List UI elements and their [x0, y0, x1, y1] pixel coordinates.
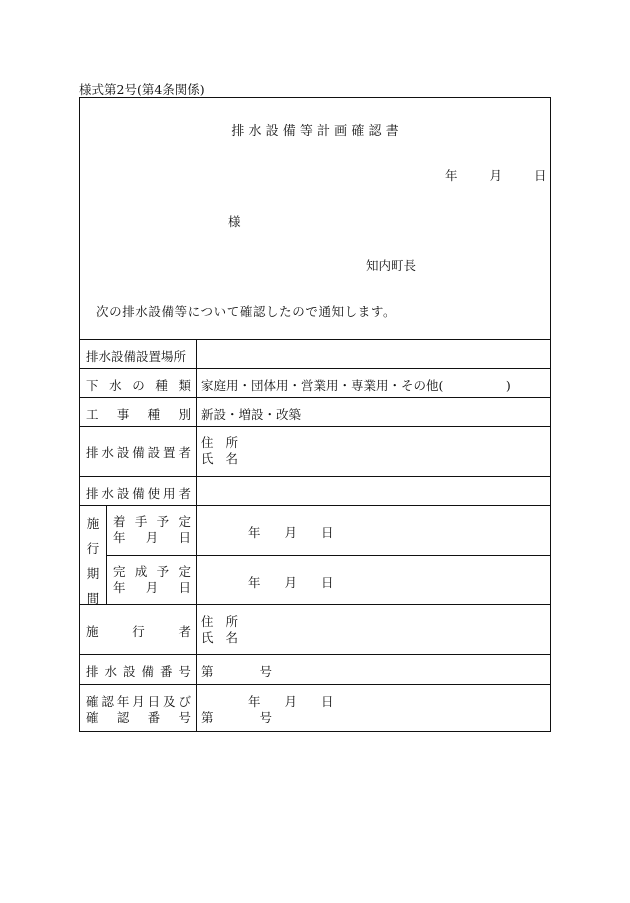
installer-name-label: 氏 名	[201, 451, 238, 466]
confirmation-date: 年 月 日	[248, 694, 334, 709]
addressee-suffix: 様	[228, 214, 241, 229]
table-top-rule	[80, 339, 550, 340]
installer-fields[interactable]	[201, 435, 238, 467]
start-date-label: 着 手 予 定 年 月 日	[113, 514, 191, 545]
completion-date-label: 完 成 予 定 年 月 日	[113, 564, 191, 595]
row-divider	[80, 397, 550, 398]
completion-date-field[interactable]: 年 月 日	[248, 575, 334, 590]
month-label: 月	[489, 168, 502, 183]
form-number-label: 様式第2号(第4条関係)	[79, 82, 205, 97]
sewage-type-label: 下 水 の 種 類	[86, 378, 191, 393]
equipment-number-label: 排 水 設 備 番 号	[86, 664, 191, 679]
row-divider	[106, 555, 550, 556]
location-label: 排水設備設置場所	[86, 349, 187, 364]
row-divider	[80, 476, 550, 477]
row-divider	[80, 654, 550, 655]
period-subdivider	[106, 505, 107, 604]
form-frame	[79, 97, 551, 732]
row-divider	[80, 426, 550, 427]
row-divider	[80, 684, 550, 685]
issue-date[interactable]	[445, 166, 546, 184]
period-label: 施 行 期 間	[86, 516, 100, 606]
contractor-name-label: 氏 名	[201, 630, 238, 645]
row-divider	[80, 368, 550, 369]
installer-address-label: 住 所	[201, 435, 238, 450]
row-divider	[80, 604, 550, 605]
contractor-address-label: 住 所	[201, 614, 238, 629]
document-title: 排 水 設 備 等 計 画 確 認 書	[231, 124, 399, 139]
confirmation-fields[interactable]	[201, 694, 334, 726]
notice-text: 次の排水設備等について確認したので通知します。	[96, 304, 397, 319]
user-field[interactable]	[201, 484, 546, 500]
confirmation-label: 確 認 年 月 日 及 び 確 認 番 号	[86, 694, 191, 725]
confirmation-number: 第 号	[201, 710, 273, 725]
contractor-fields[interactable]	[201, 614, 238, 646]
equipment-number-field[interactable]: 第 号	[201, 664, 273, 679]
year-label: 年	[445, 168, 458, 183]
column-divider	[196, 339, 197, 732]
contractor-label: 施 行 者	[86, 624, 191, 639]
installer-label: 排 水 設 備 設 置 者	[86, 445, 191, 460]
user-label: 排 水 設 備 使 用 者	[86, 486, 191, 501]
start-date-field[interactable]: 年 月 日	[248, 525, 334, 540]
issuer-name: 知内町長	[366, 258, 417, 273]
day-label: 日	[533, 168, 547, 183]
row-divider	[80, 505, 550, 506]
work-type-options[interactable]: 新設・増設・改築	[201, 407, 302, 422]
location-field[interactable]	[201, 347, 546, 363]
sewage-type-options[interactable]: 家庭用・団体用・営業用・専業用・その他( )	[201, 378, 511, 393]
work-type-label: 工 事 種 別	[86, 407, 191, 422]
